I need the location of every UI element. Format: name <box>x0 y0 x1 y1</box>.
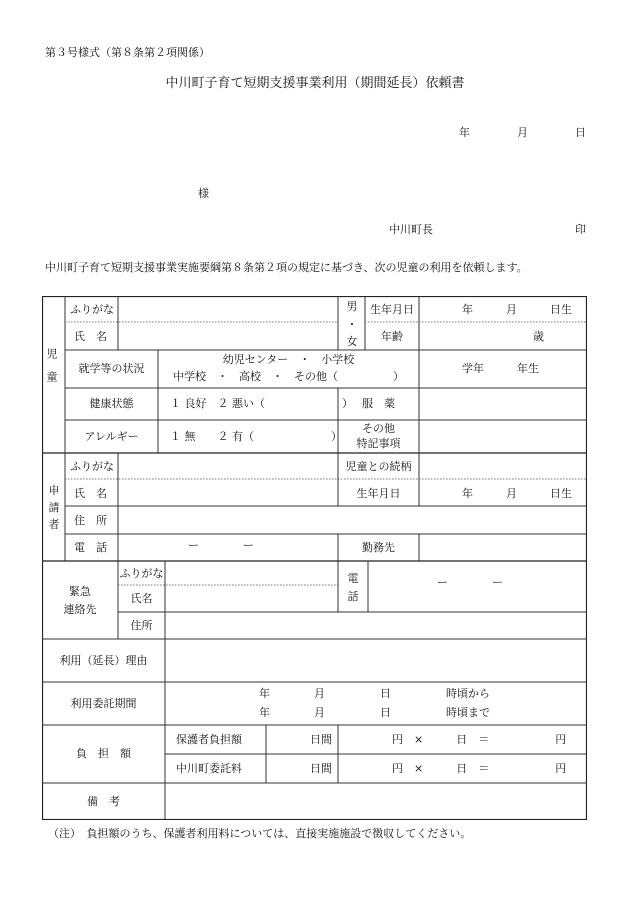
applicant-birthdate-field[interactable]: 年 月 日生 <box>462 487 572 500</box>
emergency-furigana-field[interactable] <box>168 564 336 583</box>
intro-text: 中川町子育て短期支援事業実施要綱第８条第２項の規定に基づき、次の児童の利用を依頼します。 <box>45 261 528 274</box>
applicant-address-field[interactable] <box>122 509 584 531</box>
emergency-phone-field[interactable]: ー ー <box>437 576 503 589</box>
emergency-name-label: 氏名 <box>130 592 153 605</box>
other-notes-label-2: 特記事項 <box>356 437 401 450</box>
child-birthdate-label: 生年月日 <box>370 303 414 316</box>
applicant-section-label: 申請者 <box>48 484 60 531</box>
period-from[interactable]: 年 月 日 時頃から <box>259 687 490 700</box>
date-year: 年 <box>459 126 470 139</box>
town-formula[interactable]: 円 × 日 ＝ 円 <box>392 762 567 775</box>
child-birthdate-field[interactable]: 年 月 日生 <box>462 303 572 316</box>
health-label: 健康状態 <box>89 397 134 410</box>
health-options[interactable]: １ 良好 ２ 悪い（ ） <box>170 397 353 410</box>
cost-label: 負 担 額 <box>76 747 131 760</box>
remarks-field[interactable] <box>168 786 584 817</box>
applicant-phone-label: 電 話 <box>74 541 107 554</box>
date-day: 日 <box>575 126 586 139</box>
child-age-label: 年齢 <box>381 330 403 343</box>
guardian-days[interactable]: 日間 <box>310 733 332 746</box>
emergency-address-label: 住所 <box>130 619 153 632</box>
emergency-phone-label: 電話 <box>347 572 359 603</box>
applicant-birthdate-label: 生年月日 <box>356 487 401 500</box>
emergency-label-2: 連絡先 <box>63 603 97 616</box>
child-furigana-field[interactable] <box>122 301 336 319</box>
footnote: （注） 負担額のうち、保護者利用料については、直接実施施設で徴収してください。 <box>48 827 472 840</box>
town-days[interactable]: 日間 <box>310 762 332 775</box>
guardian-formula[interactable]: 円 × 日 ＝ 円 <box>392 733 567 746</box>
relation-field[interactable] <box>422 456 584 476</box>
form-number: 第３号様式（第８条第２項関係） <box>45 46 210 59</box>
period-to[interactable]: 年 月 日 時頃まで <box>259 706 490 719</box>
application-form-table <box>42 296 587 820</box>
applicant-furigana-field[interactable] <box>122 456 336 476</box>
emergency-name-field[interactable] <box>168 588 336 609</box>
other-notes-label-1: その他 <box>362 422 395 435</box>
child-name-field[interactable] <box>122 326 336 346</box>
grade-field[interactable]: 学年 年生 <box>462 362 539 375</box>
applicant-name-label: 氏 名 <box>74 487 107 500</box>
allergy-label: アレルギー <box>84 430 139 443</box>
sex-female-option[interactable]: 女 <box>346 335 358 348</box>
school-options-line1[interactable]: 幼児センター ・ 小学校 <box>222 353 355 366</box>
form-title: 中川町子育て短期支援事業利用（期間延長）依頼書 <box>165 76 465 91</box>
guardian-cost-label: 保護者負担額 <box>176 733 242 746</box>
school-options-line2[interactable]: 中学校 ・ 高校 ・ その他（ ） <box>173 370 404 383</box>
child-name-label: 氏 名 <box>74 330 107 343</box>
workplace-field[interactable] <box>422 537 584 559</box>
workplace-label: 勤務先 <box>362 541 395 554</box>
seal-mark: 印 <box>575 223 586 236</box>
emergency-address-field[interactable] <box>168 615 584 636</box>
medication-label: 服 薬 <box>362 397 395 410</box>
mayor-label: 中川町長 <box>389 223 433 236</box>
applicant-address-label: 住 所 <box>74 514 107 527</box>
emergency-label-1: 緊急 <box>69 585 91 598</box>
child-furigana-label: ふりがな <box>70 303 114 316</box>
period-label: 利用委託期間 <box>70 697 137 710</box>
allergy-options[interactable]: １ 無 ２ 有（ ） <box>170 430 342 443</box>
addressee-honorific: 様 <box>198 187 209 200</box>
child-age-field[interactable]: 歳 <box>533 330 544 343</box>
relation-label: 児童との続柄 <box>345 460 412 473</box>
school-status-label: 就学等の状況 <box>78 362 145 375</box>
applicant-furigana-label: ふりがな <box>70 460 114 473</box>
applicant-phone-field[interactable]: ー ー <box>188 539 254 552</box>
remarks-label: 備 考 <box>87 795 120 808</box>
emergency-furigana-label: ふりがな <box>119 567 164 580</box>
other-notes-field[interactable] <box>422 424 584 450</box>
reason-label: 利用（延長）理由 <box>59 654 148 667</box>
date-month: 月 <box>517 126 528 139</box>
sex-separator: ・ <box>346 318 358 331</box>
sex-male-option[interactable]: 男 <box>346 300 358 313</box>
reason-field[interactable] <box>168 642 584 679</box>
town-fee-label: 中川町委託料 <box>176 762 242 775</box>
applicant-name-field[interactable] <box>122 482 336 504</box>
medication-field[interactable] <box>422 392 584 416</box>
child-section-label: 児童 <box>45 348 58 394</box>
